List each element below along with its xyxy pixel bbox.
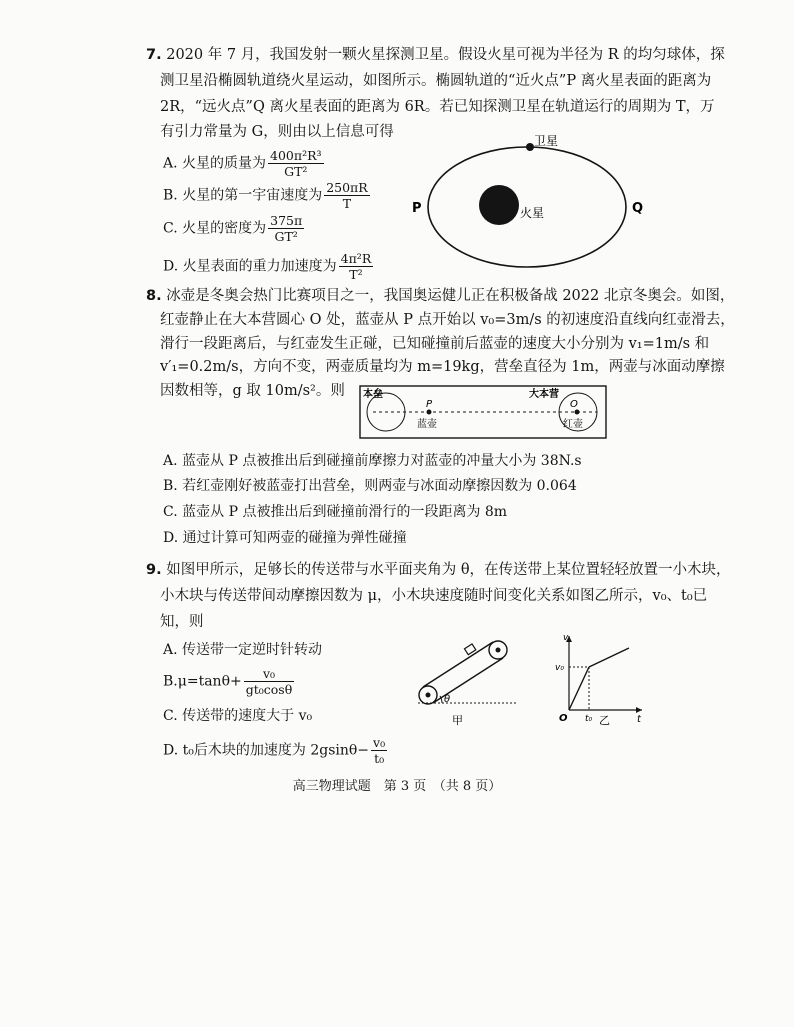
option-8d: D. 通过计算可知两壶的碰撞为弹性碰撞 xyxy=(163,530,407,546)
perigee-label: P xyxy=(412,201,422,216)
question-number: 8. xyxy=(146,288,162,304)
option-9c: C. 传送带的速度大于 v₀ xyxy=(163,708,313,724)
fraction: $\frac{\text{v₀}}{\text{gt₀cosθ}}$ xyxy=(245,666,293,697)
house-label: 大本营 xyxy=(529,389,559,400)
option-7d: D. 火星表面的重力加速度为 $\frac{\text{4π²R}}{\text{T²}}$ xyxy=(163,251,372,282)
question-7-line-1: 7. 2020 年 7 月，我国发射一颗火星探测卫星。假设火星可视为半径为 R 的均匀球体，探 xyxy=(146,47,725,63)
segment-2 xyxy=(589,648,629,667)
question-8-line-5: 因数相等，g 取 10m/s²。则 xyxy=(160,383,345,399)
option-7a: A. 火星的质量为 $\frac{\text{400π²R³}}{\text{GT²}}$ xyxy=(163,148,322,179)
question-7-line-4: 有引力常量为 G，则由以上信息可得 xyxy=(160,124,394,140)
figure-jia-label: 甲 xyxy=(452,714,463,727)
question-9-line-3: 知，则 xyxy=(160,614,204,630)
red-stone-label: 红壶 xyxy=(563,419,583,430)
fraction: $\frac{\text{v₀}}{\text{t₀}}$ xyxy=(373,735,386,766)
option-9d: D. t₀后木块的加速度为 2gsinθ− $\frac{\text{v₀}}{\text{t₀}}$ xyxy=(163,735,386,766)
orbit-figure xyxy=(410,135,650,275)
apogee-label: Q xyxy=(632,201,644,216)
page-footer: 高三物理试题 第 3 页 （共 8 页） xyxy=(292,779,502,794)
option-8b: B. 若红壶刚好被蓝壶打出营垒，则两壶与冰面动摩擦因数为 0.064 xyxy=(163,478,577,494)
fraction: $\frac{\text{400π²R³}}{\text{GT²}}$ xyxy=(270,148,322,179)
question-7-line-2: 测卫星沿椭圆轨道绕火星运动，如图所示。椭圆轨道的“近火点”P 离火星表面的距离为 xyxy=(160,73,712,89)
v-axis-label: v xyxy=(563,633,569,643)
point-o xyxy=(575,410,580,415)
blue-stone-label: 蓝壶 xyxy=(417,419,437,430)
p-label: P xyxy=(426,399,433,410)
mars-disc xyxy=(479,185,519,225)
wood-block xyxy=(464,644,475,655)
question-8-line-2: 红壶静止在大本营圆心 O 处，蓝壶从 P 点开始以 v₀=3m/s 的初速度沿直线向红壶滑去， xyxy=(160,312,735,328)
question-8-line-4: v′₁=0.2m/s，方向不变，两壶质量均为 m=19kg，营垒直径为 1m，两壶与冰面动摩擦 xyxy=(160,359,725,375)
vt-graph xyxy=(547,630,647,730)
theta-label: θ xyxy=(444,694,451,705)
fraction: $\frac{\text{4π²R}}{\text{T²}}$ xyxy=(340,251,372,282)
question-number: 7. xyxy=(146,47,162,63)
option-8a: A. 蓝壶从 P 点被推出后到碰撞前摩擦力对蓝壶的冲量大小为 38N.s xyxy=(163,453,582,469)
satellite-label: 卫星 xyxy=(534,135,559,148)
planet-label: 火星 xyxy=(520,206,545,220)
option-8c: C. 蓝壶从 P 点被推出后到碰撞前滑行的一段距离为 8m xyxy=(163,504,508,520)
question-8-line-3: 滑行一段距离后，与红壶发生正碰，已知碰撞前后蓝壶的速度大小分别为 v₁=1m/s 和 xyxy=(160,336,710,352)
fraction: $\frac{375\pi}{\text{GT²}}$ xyxy=(270,213,303,244)
question-9-line-1: 9. 如图甲所示，足够长的传送带与水平面夹角为 θ，在传送带上某位置轻轻放置一小木块， xyxy=(146,562,731,578)
base-label: 本垒 xyxy=(363,389,383,400)
figure-yi-label: 乙 xyxy=(599,714,610,727)
satellite-dot xyxy=(526,143,534,151)
conveyor-figure xyxy=(410,630,520,730)
fraction: $\frac{250\pi R}{T}$ xyxy=(326,180,368,211)
belt-top xyxy=(423,642,493,687)
question-8-line-1: 8. 冰壶是冬奥会热门比赛项目之一，我国奥运健儿正在积极备战 2022 北京冬奥会。如图， xyxy=(146,288,735,304)
option-9a: A. 传送带一定逆时针转动 xyxy=(163,642,323,658)
origin-label: O xyxy=(559,713,568,724)
option-7b: B. 火星的第一宇宙速度为 $\frac{250\pi R}{T}$ xyxy=(163,180,368,211)
t-axis-label: t xyxy=(637,714,641,725)
v0-label: v₀ xyxy=(555,663,564,673)
o-label: O xyxy=(570,399,578,410)
question-7-line-3: 2R，“远火点”Q 离火星表面的距离为 6R。若已知探测卫星在轨道运行的周期为 T，万 xyxy=(160,99,715,115)
option-7c: C. 火星的密度为 $\frac{375\pi}{\text{GT²}}$ xyxy=(163,213,303,244)
segment-1 xyxy=(569,667,589,710)
point-p xyxy=(427,410,432,415)
t0-label: t₀ xyxy=(585,714,593,724)
question-number: 9. xyxy=(146,562,162,578)
question-9-line-2: 小木块与传送带间动摩擦因数为 μ，小木块速度随时间变化关系如图乙所示，v₀、t₀已 xyxy=(160,588,708,604)
curling-figure xyxy=(359,385,607,439)
option-9b: B.μ=tanθ+ $\frac{\text{v₀}}{\text{gt₀cosθ}}$ xyxy=(163,666,293,697)
